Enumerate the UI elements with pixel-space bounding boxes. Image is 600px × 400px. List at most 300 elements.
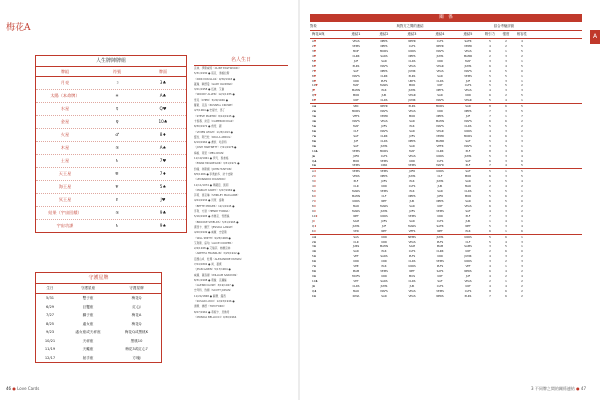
connection-cell: MARS: [380, 83, 388, 88]
rating-cell: 5: [521, 63, 523, 68]
card-rank: A: [312, 104, 314, 109]
connection-cell: VEMS: [380, 189, 388, 194]
row-group: 宇宙功課: [56, 223, 74, 228]
connection-cell: MAF: [353, 123, 359, 128]
relationship-table: [310, 14, 582, 299]
suit-icon: ♥: [312, 88, 316, 93]
rating-cell: 2: [505, 274, 507, 279]
connection-cell: URF: [437, 83, 443, 88]
header-symbol: 符號: [113, 69, 121, 74]
row-card: [310, 163, 342, 168]
connection-cell: MARS: [352, 189, 360, 194]
celebrity-line: （MARIAH CAREY）3/27/1969 ●: [194, 188, 236, 192]
connection-cell: MAMS: [379, 244, 389, 249]
row-symbol: ☿: [115, 106, 119, 111]
rating-cell: 5: [505, 143, 507, 148]
celebrity-line: （STEVE MARTIN）8/14/1945 ●: [194, 114, 235, 118]
connection-cell: JUR: [409, 199, 415, 203]
rating-cell: 2: [505, 93, 507, 98]
celebrity-line: （EWAN MCGREGOR）3/31/1971 ●: [194, 162, 240, 166]
rating-cell: 4: [521, 274, 523, 279]
suit-icon: ♣: [313, 138, 317, 143]
connection-cell: PLFS: [436, 264, 444, 269]
rating-cell: 6: [505, 133, 507, 138]
connection-cell: MAR: [464, 184, 472, 189]
rating-cell: 6: [505, 203, 507, 208]
rating-cell: 2: [505, 39, 507, 43]
suit-icon: ♥: [313, 43, 317, 48]
connection-cell: JUFR: [352, 153, 360, 158]
connection-cell: JUF: [465, 114, 471, 119]
rating-cell: 6: [489, 269, 491, 274]
connection-cell: VEAS: [408, 288, 416, 293]
connection-cell: SBC: [353, 104, 359, 109]
rating-cell: 2: [521, 119, 523, 123]
connection-cell: MOR: [352, 93, 360, 98]
connection-cell: SAR: [437, 73, 443, 78]
connection-cell: URR: [381, 234, 387, 239]
connection-cell: CLRS: [380, 98, 388, 103]
row-sign: 處女座或天秤座: [75, 330, 101, 334]
suit-icon: ♣: [313, 109, 317, 114]
row-guardian-card: 梅花Q: [131, 321, 142, 326]
rating-cell: 6: [489, 63, 491, 68]
rating-cell: 5: [521, 104, 523, 109]
rating-cell: 6: [505, 194, 507, 199]
row-sign: 雙子座: [82, 296, 94, 300]
connection-cell: JUFS: [409, 133, 415, 138]
rating-cell: 5: [521, 109, 523, 114]
rating-cell: 7: [489, 163, 491, 168]
card-rank: K: [312, 228, 314, 233]
connection-cell: NEPR: [380, 104, 388, 109]
connection-cell: CLFS: [380, 153, 388, 158]
connection-cell: PLR: [409, 123, 415, 128]
connection-cell: URF: [437, 274, 443, 279]
celebrity-line: 潔西卡．蘭芝（JESSICA LANGE）: [194, 225, 235, 229]
connection-cell: MARS: [380, 203, 388, 208]
connection-cell: MOR: [464, 174, 472, 179]
rating-cell: 1: [505, 228, 507, 233]
rating-cell: 1: [505, 264, 507, 269]
rating-cell: 5: [521, 169, 523, 174]
rating-cell: 3: [505, 153, 507, 158]
suit-icon: ♥: [313, 68, 317, 73]
celebrity-line: 2/4/1948 ● 艾瑞莎．弗蘭克林: [194, 247, 231, 251]
connection-cell: SAR: [465, 199, 471, 203]
card-rank: Q: [312, 288, 315, 293]
connection-cell: NEPR: [408, 39, 416, 43]
suit-icon: ♣: [313, 143, 317, 148]
rating-cell: 4: [521, 223, 523, 228]
rating-cell: 7: [489, 293, 491, 298]
guardian-header: [36, 284, 161, 294]
rating-cell: 4: [505, 269, 507, 274]
card-rank: 9: [312, 78, 314, 83]
rating-cell: 6: [489, 48, 491, 53]
column-header: 強度: [502, 32, 510, 36]
rating-cell: 0: [521, 249, 523, 254]
rating-cell: 6: [505, 104, 507, 109]
row-date: 6/29: [45, 304, 55, 309]
celebrity-line: （MONICA BELLUCCI）9/30/1964: [194, 315, 237, 319]
suit-icon: ♣: [312, 153, 316, 158]
celebrity-line: （WILL SMITH）9/25/1968 ●: [194, 236, 231, 240]
connection-cell: VEMS: [352, 148, 360, 153]
rating-cell: 3: [489, 259, 491, 264]
suit-icon: ♦: [313, 174, 317, 179]
celebrity-line: （BROOKE SHIELDS）5/31/1965 ●: [194, 220, 239, 224]
guardian-caption: 守護星牌: [36, 273, 161, 284]
rating-cell: 5: [521, 163, 523, 168]
connection-cell: CLFS: [436, 39, 444, 43]
rating-cell: 3: [489, 244, 491, 249]
card-rank: 2: [312, 239, 314, 244]
card-rank: 9: [312, 208, 314, 213]
connection-cell: MARS: [408, 223, 416, 228]
connection-cell: PLFS: [436, 239, 444, 244]
connection-cell: URRS: [408, 48, 416, 53]
row-card: 9♣: [159, 210, 167, 215]
celebrity-line: （WOODY ALLEN）12/1/1935 ●: [194, 93, 235, 97]
connection-cell: MAFS: [380, 63, 388, 68]
connection-cell: SAF: [465, 158, 471, 163]
connection-cell: CLFS: [408, 249, 416, 254]
card-rank: 2: [312, 174, 314, 179]
connection-cell: MOR: [464, 194, 472, 199]
rating-cell: 5: [489, 234, 491, 239]
connection-cell: NEPS: [408, 194, 416, 199]
connection-cell: MAFS: [436, 98, 444, 103]
connection-cell: URR: [437, 213, 443, 218]
connection-cell: SAF: [353, 143, 359, 148]
suit-icon: ♠: [313, 239, 317, 244]
suit-icon: ♦: [312, 218, 316, 223]
connection-cell: URRS: [464, 128, 472, 133]
header-group: 牌組: [61, 69, 69, 74]
rating-cell: 8: [489, 148, 491, 153]
connection-cell: VEAS: [408, 153, 416, 158]
row-group: 木星: [60, 145, 70, 150]
row-sign: 天秤座: [82, 338, 94, 343]
rating-cell: 5: [489, 73, 491, 78]
connection-cell: SAR: [409, 218, 415, 223]
connection-cell: URR: [353, 78, 359, 83]
rating-cell: 7: [521, 114, 523, 119]
rating-cell: 4: [489, 43, 491, 48]
celebrity-line: 11/11/1974 ● 瑪麗亞．凱莉: [194, 183, 229, 187]
card-rank: 6: [312, 194, 314, 199]
row-guardian-card: 梅花Q: [131, 296, 142, 300]
row-date: 12/17: [44, 355, 56, 360]
connection-cell: JUR: [381, 93, 387, 98]
connection-cell: NEFS: [436, 88, 444, 93]
connection-cell: VEMS: [352, 169, 360, 174]
rating-cell: 3: [505, 208, 507, 213]
connection-cell: VEAR: [436, 128, 444, 133]
connection-cell: CLR: [353, 184, 359, 189]
connection-cell: NERS: [464, 269, 472, 274]
rating-cell: 3: [521, 138, 523, 143]
rating-cell: 1: [521, 234, 523, 239]
celebrity-line: 寶拉．阿巴杜（PAULA ABDUL）: [194, 135, 233, 139]
connection-cell: VEFS: [352, 114, 360, 119]
rating-cell: 2: [521, 288, 523, 293]
suit-icon: ♠: [313, 274, 317, 279]
rating-cell: 3: [505, 109, 507, 114]
connection-cell: JUF: [381, 223, 387, 228]
rating-cell: 3: [521, 259, 523, 264]
connection-cell: SAFR: [436, 223, 444, 228]
connection-cell: PLR: [409, 179, 415, 184]
connection-cell: PLR: [381, 264, 387, 269]
table-row: [310, 294, 582, 299]
group-rating: 綜合考驗評級: [493, 24, 515, 28]
suit-icon: ♠: [314, 288, 317, 293]
connection-cell: NEF: [381, 228, 387, 233]
row-date: 5/31: [45, 296, 55, 300]
card-rank: K: [312, 163, 314, 168]
left-page-number: 46: [6, 386, 12, 391]
row-sign: 射手座: [82, 355, 94, 360]
connection-cell: VEMS: [352, 43, 360, 48]
row-symbol: ♆: [115, 184, 119, 189]
celebrity-line: 威廉．薩洛揚（WILLIAM SAROYAN）: [194, 273, 239, 277]
connection-cell: MAF: [353, 83, 359, 88]
card-rank: Q: [312, 93, 315, 98]
table-row: [36, 311, 161, 320]
rating-cell: 1: [521, 98, 523, 103]
card-rank: 6: [312, 259, 314, 264]
card-rank: 8: [312, 138, 314, 143]
rating-cell: 4: [489, 254, 491, 259]
celebrity-line: 4/20/1949 ● 威爾．史密斯: [194, 231, 227, 235]
row-symbol: ♅: [115, 171, 119, 176]
celebrity-line: （KIRK DOUGLAS）9/30/1918 ●: [194, 77, 236, 81]
connection-cell: MAMS: [351, 88, 361, 93]
card-rank: 3: [312, 244, 314, 249]
connection-cell: VEAS: [436, 68, 444, 73]
connection-cell: MAFR: [436, 163, 444, 168]
table-row: [36, 90, 186, 103]
table-row: [36, 354, 161, 363]
connection-cell: CLF: [381, 194, 387, 199]
connection-cell: MOF: [353, 48, 359, 53]
connection-cell: JUFR: [436, 194, 444, 199]
celebrity-line: 雪兒（CHER）5/20/1946 ●: [194, 98, 228, 102]
connection-cell: MAR: [352, 288, 360, 293]
connection-cell: MAFS: [380, 128, 388, 133]
right-page-number: 47: [580, 386, 586, 391]
celebrity-line: 5/31/1930 ● 寇克．道格拉斯: [194, 72, 230, 76]
footer-bullet: ●: [576, 386, 581, 391]
rating-cell: 5: [489, 239, 491, 244]
connection-cell: URF: [465, 283, 471, 288]
connection-cell: URRS: [380, 213, 388, 218]
connection-cell: MAFS: [352, 119, 360, 123]
rating-cell: 8: [489, 288, 491, 293]
connection-cell: VET: [353, 279, 359, 283]
connection-cell: CLFS: [436, 218, 444, 223]
table-row: [36, 168, 186, 181]
card-rank: J: [312, 283, 313, 288]
suit-icon: ♣: [314, 158, 317, 163]
connection-cell: SAMS: [464, 244, 472, 249]
connection-cell: PLFS: [408, 254, 416, 259]
row-symbol: ☀: [115, 93, 119, 98]
connection-cell: VERS: [352, 174, 360, 179]
row-symbol: ♂: [115, 132, 119, 137]
connection-cell: MAFS: [464, 119, 472, 123]
rating-cell: 4: [489, 264, 491, 269]
connection-cell: NEF: [353, 213, 359, 218]
row-guardian-card: 黑桃10: [130, 338, 143, 343]
rating-cell: 1: [505, 114, 507, 119]
rating-cell: 2: [521, 123, 523, 128]
connection-cell: PLRS: [352, 63, 360, 68]
connection-cell: CLRS: [408, 259, 416, 264]
celebrity-line: （LEONARDO DICAPRIO）: [194, 178, 228, 182]
rating-cell: 4: [521, 39, 523, 43]
row-sign: 處女座: [82, 321, 94, 326]
suit-icon: ♣: [313, 104, 317, 109]
column-header: 連結3: [407, 32, 417, 36]
row-sign: 巨蟹座: [82, 304, 94, 309]
rating-cell: 2: [521, 194, 523, 199]
connection-cell: CLRS: [464, 189, 472, 194]
suit-icon: ♠: [313, 249, 317, 254]
card-rank: J: [312, 218, 313, 223]
connection-cell: MAMS: [351, 194, 361, 199]
celebrity-line: 4/7/1964 ● 史提夫．馬丁: [194, 109, 226, 113]
suit-icon: ♦: [313, 184, 317, 189]
connection-cell: JUMS: [380, 208, 388, 213]
footer-bullet: ●: [12, 386, 18, 391]
connection-cell: URRS: [352, 199, 360, 203]
suit-icon: ♣: [313, 123, 317, 128]
connection-cell: JUFR: [408, 169, 416, 174]
rating-cell: 3: [505, 174, 507, 179]
rating-cell: 5: [489, 138, 491, 143]
table-row: [36, 116, 186, 129]
connection-cell: JUMS: [408, 174, 416, 179]
connection-cell: JUF: [353, 138, 359, 143]
rating-cell: 6: [505, 234, 507, 239]
connection-cell: SAR: [465, 179, 471, 184]
connection-cell: MORS: [351, 109, 360, 114]
connection-cell: JUMS: [408, 88, 416, 93]
rating-cell: 2: [489, 279, 491, 283]
column-header: 梅花A與: [312, 32, 325, 36]
column-header: 連結4: [435, 32, 445, 36]
celebrity-line: （ARETHA FRANKLIN）3/25/1942 ●: [194, 252, 240, 256]
card-rank: 4: [312, 184, 314, 189]
connection-cell: PLFS: [380, 78, 388, 83]
rating-cell: 4: [505, 184, 507, 189]
rating-cell: 5: [489, 83, 491, 88]
suit-icon: ♣: [315, 148, 318, 153]
rating-cell: 3: [505, 78, 507, 83]
rating-cell: 2: [489, 184, 491, 189]
connection-cell: JUR: [465, 218, 471, 223]
rating-cell: 4: [489, 68, 491, 73]
rating-cell: 5: [521, 93, 523, 98]
connection-cell: KIMA: [352, 293, 360, 298]
relationship-group-header: [310, 22, 582, 31]
row-group: 天王星: [58, 171, 72, 176]
row-guardian-card: 梅花A: [131, 313, 142, 317]
card-rank: 5: [312, 123, 314, 128]
rating-cell: 2: [521, 184, 523, 189]
connection-cell: URR: [381, 239, 387, 244]
connection-cell: JUMR: [408, 68, 416, 73]
row-guardian-card: 梅花3或紅心7: [125, 347, 148, 351]
card-rank: 9: [312, 143, 314, 148]
rating-cell: 6: [489, 158, 491, 163]
connection-cell: VEMS: [380, 158, 388, 163]
connection-cell: VEAS: [464, 88, 472, 93]
connection-cell: MOR: [352, 158, 360, 163]
connection-cell: JUF: [465, 274, 471, 279]
table-row: [36, 220, 186, 232]
suit-icon: ♣: [313, 119, 317, 123]
connection-cell: VEMS: [408, 163, 416, 168]
connection-cell: SAF: [353, 133, 359, 138]
card-rank: 7: [312, 264, 314, 269]
row-card: Q♥: [159, 106, 167, 111]
rating-cell: 4: [505, 98, 507, 103]
row-card: 9♠: [159, 223, 167, 228]
connection-cell: CLRS: [408, 279, 416, 283]
card-rank: 6: [312, 63, 314, 68]
rating-cell: 3: [505, 254, 507, 259]
connection-cell: NEF: [409, 269, 415, 274]
row-card: [310, 229, 342, 234]
rating-cell: 6: [489, 174, 491, 179]
rating-cell: 4: [489, 283, 491, 288]
card-rank: 2: [312, 43, 314, 48]
suit-icon: ♥: [313, 53, 317, 58]
row-sign: 天蠍座: [82, 347, 94, 351]
table-row: [36, 328, 161, 337]
suit-icon: ♠: [315, 279, 318, 283]
connection-cell: URRS: [464, 234, 472, 239]
table-row: [36, 345, 161, 354]
row-date: 11/19: [44, 347, 56, 351]
rating-cell: 8: [489, 104, 491, 109]
suit-icon: ♠: [313, 269, 317, 274]
rating-cell: 7: [489, 213, 491, 218]
connection-cell: MAFS: [436, 123, 444, 128]
rating-cell: 4: [505, 63, 507, 68]
row-group: 水星: [60, 106, 70, 111]
group-connections: 與對方之間的連結: [396, 24, 424, 28]
connection-cell: MAR: [352, 203, 360, 208]
rating-cell: 2: [521, 208, 523, 213]
rating-cell: 2: [521, 83, 523, 88]
connection-cell: VEAS: [408, 239, 416, 244]
rating-cell: 5: [489, 223, 491, 228]
rating-cell: 2: [521, 279, 523, 283]
celebrity-line: （SUSAN LUCCI）12/23/1946 ●: [194, 300, 235, 304]
row-guardian-card: 方塊J: [132, 355, 141, 360]
celebrity-line: （VIVIEN LEIGH）11/5/1913 ●: [194, 130, 233, 134]
connection-cell: NEMS: [408, 234, 416, 239]
rating-cell: 1: [505, 169, 507, 174]
connection-cell: VEAR: [436, 63, 444, 68]
rating-cell: 5: [505, 199, 507, 203]
connection-cell: CLFS: [436, 158, 444, 163]
